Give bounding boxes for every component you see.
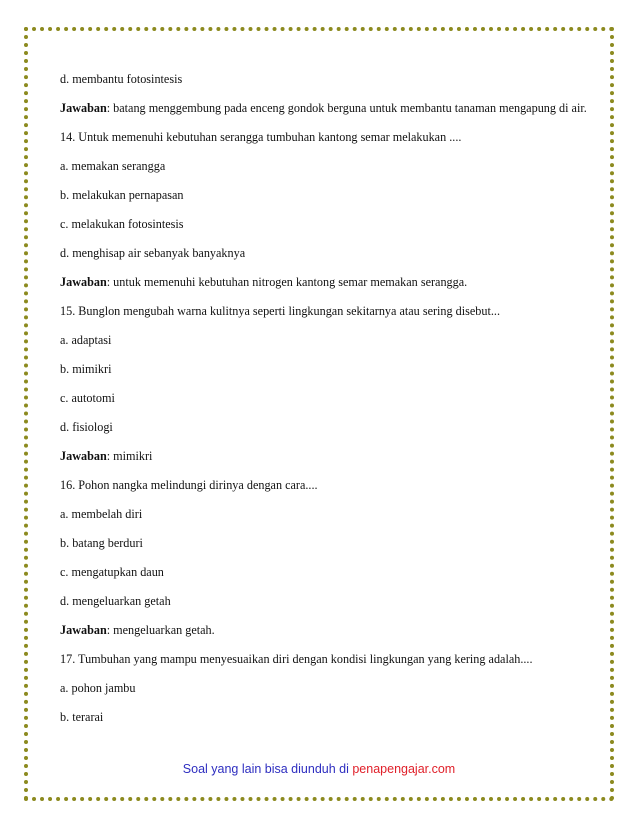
question-line: 14. Untuk memenuhi kebutuhan serangga tumbuhan kantong semar melakukan .... (60, 130, 462, 144)
answer-line (60, 275, 600, 290)
option-line: c. melakukan fotosintesis (60, 217, 184, 231)
answer-text: : untuk memenuhi kebutuhan nitrogen kantong semar memakan serangga. (106, 275, 468, 289)
document-body (60, 72, 600, 739)
option-line: d. menghisap air sebanyak banyaknya (60, 246, 246, 260)
option-line: a. membelah diri (60, 507, 143, 521)
answer-text: : batang menggembung pada enceng gondok berguna untuk membantu tanaman mengapung di air. (106, 101, 587, 115)
footer-text: Soal yang lain bisa diunduh di (182, 762, 353, 776)
answer-label: Jawaban (60, 623, 107, 637)
option-line: c. mengatupkan daun (60, 565, 164, 579)
answer-label: Jawaban (60, 101, 107, 115)
option-line: c. autotomi (60, 391, 115, 405)
option-line: a. adaptasi (60, 333, 112, 347)
question-line: 17. Tumbuhan yang mampu menyesuaikan diri dengan kondisi lingkungan yang kering adalah.... (60, 652, 533, 666)
answer-label: Jawaban (60, 449, 107, 463)
option-line: a. memakan serangga (60, 159, 166, 173)
question-line: 15. Bunglon mengubah warna kulitnya seperti lingkungan sekitarnya atau sering disebut... (60, 304, 501, 318)
answer-label: Jawaban (60, 275, 107, 289)
answer-text: : mengeluarkan getah. (106, 623, 215, 637)
footer-link[interactable]: penapengajar.com (352, 762, 456, 776)
option-line: b. terarai (60, 710, 104, 724)
question-line: 16. Pohon nangka melindungi dirinya dengan cara.... (60, 478, 318, 492)
answer-text: : mimikri (106, 449, 153, 463)
option-line: d. membantu fotosintesis (60, 72, 183, 86)
answer-line (60, 623, 600, 638)
answer-line (60, 449, 600, 464)
option-line: d. fisiologi (60, 420, 113, 434)
option-line: b. batang berduri (60, 536, 143, 550)
answer-line (60, 101, 600, 116)
page-footer (0, 762, 638, 776)
option-line: b. mimikri (60, 362, 112, 376)
option-line: b. melakukan pernapasan (60, 188, 184, 202)
option-line: d. mengeluarkan getah (60, 594, 171, 608)
option-line: a. pohon jambu (60, 681, 136, 695)
